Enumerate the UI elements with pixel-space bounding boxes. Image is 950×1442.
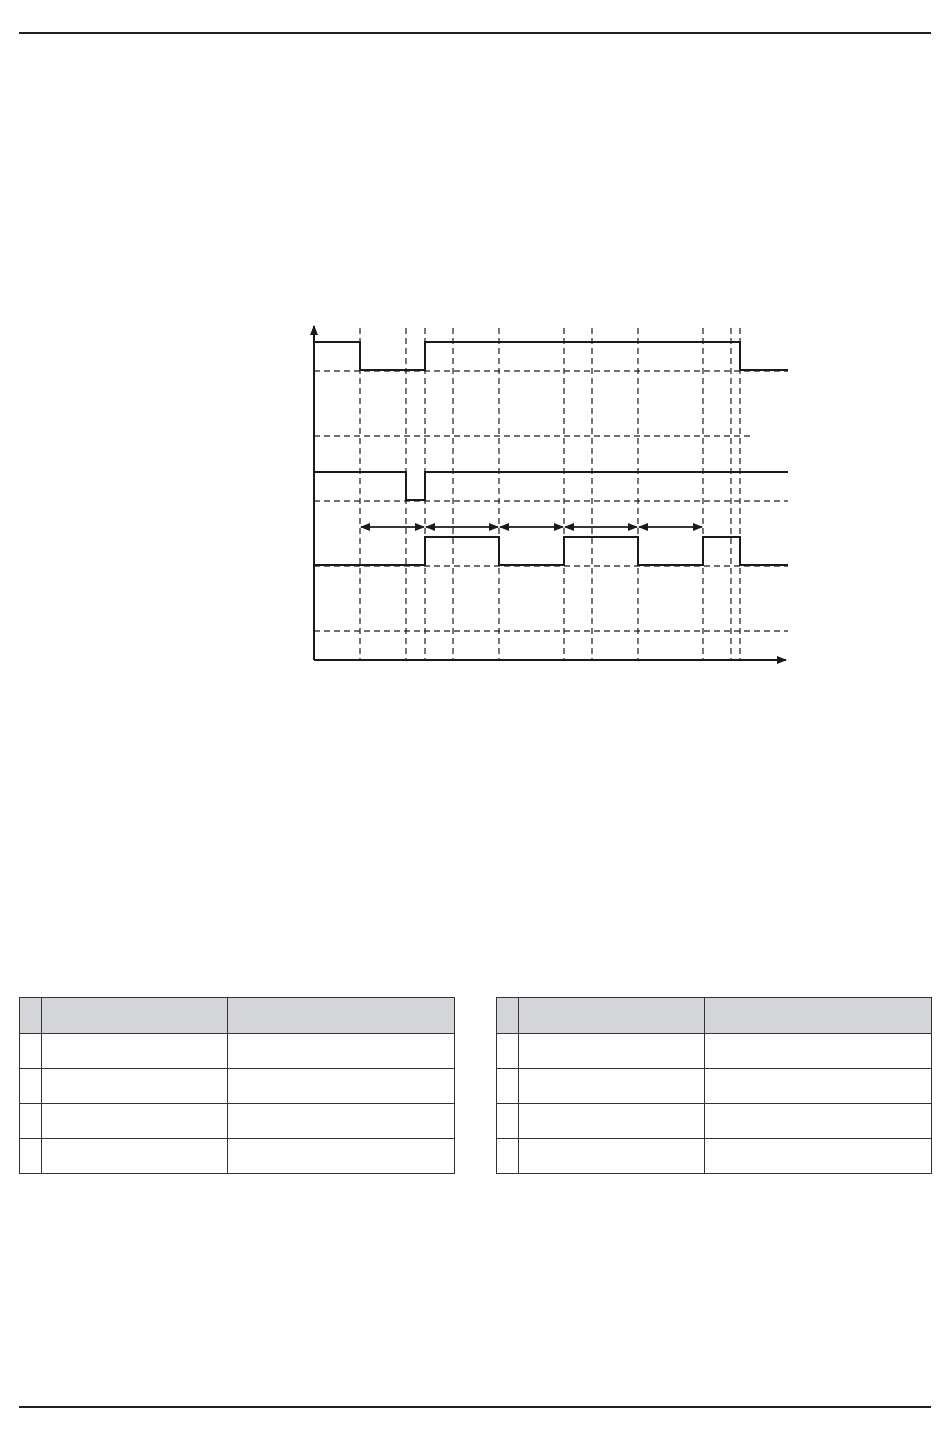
table-cell <box>705 1069 932 1104</box>
table-cell <box>497 1139 519 1174</box>
table-cell <box>228 1139 455 1174</box>
table-cell <box>519 1139 705 1174</box>
table-cell <box>20 1034 42 1069</box>
table-cell <box>42 1069 228 1104</box>
table-cell <box>20 1069 42 1104</box>
table-row <box>20 1034 455 1069</box>
level-baselines <box>314 371 788 631</box>
table-header-row <box>20 998 455 1034</box>
signal-2-waveform <box>314 472 788 500</box>
header-cell <box>20 998 42 1034</box>
axes <box>314 326 786 660</box>
header-cell <box>519 998 705 1034</box>
table-cell <box>228 1034 455 1069</box>
parameter-table-right <box>496 997 932 1174</box>
table-cell <box>20 1139 42 1174</box>
timing-diagram <box>290 305 800 680</box>
table-cell <box>42 1139 228 1174</box>
header-cell <box>42 998 228 1034</box>
table-row <box>497 1104 932 1139</box>
parameter-table-left <box>19 997 455 1174</box>
table-row <box>497 1069 932 1104</box>
table-cell <box>497 1069 519 1104</box>
table-cell <box>497 1104 519 1139</box>
time-gridlines <box>360 328 740 660</box>
table-cell <box>228 1069 455 1104</box>
table-cell <box>42 1104 228 1139</box>
table-cell <box>705 1139 932 1174</box>
signal-3-waveform <box>314 537 788 565</box>
table-cell <box>228 1104 455 1139</box>
table-row <box>497 1034 932 1069</box>
table-row <box>497 1139 932 1174</box>
footer-rule <box>19 1406 931 1408</box>
header-rule <box>19 32 931 34</box>
header-cell <box>228 998 455 1034</box>
table-header-row <box>497 998 932 1034</box>
table-cell <box>519 1104 705 1139</box>
table-row <box>20 1104 455 1139</box>
table-cell <box>497 1034 519 1069</box>
table-cell <box>42 1034 228 1069</box>
header-cell <box>497 998 519 1034</box>
signal-1-waveform <box>314 342 788 370</box>
table-cell <box>20 1104 42 1139</box>
table-cell <box>519 1034 705 1069</box>
table-cell <box>705 1034 932 1069</box>
header-cell <box>705 998 932 1034</box>
table-cell <box>705 1104 932 1139</box>
table-row <box>20 1069 455 1104</box>
table-cell <box>519 1069 705 1104</box>
table-row <box>20 1139 455 1174</box>
